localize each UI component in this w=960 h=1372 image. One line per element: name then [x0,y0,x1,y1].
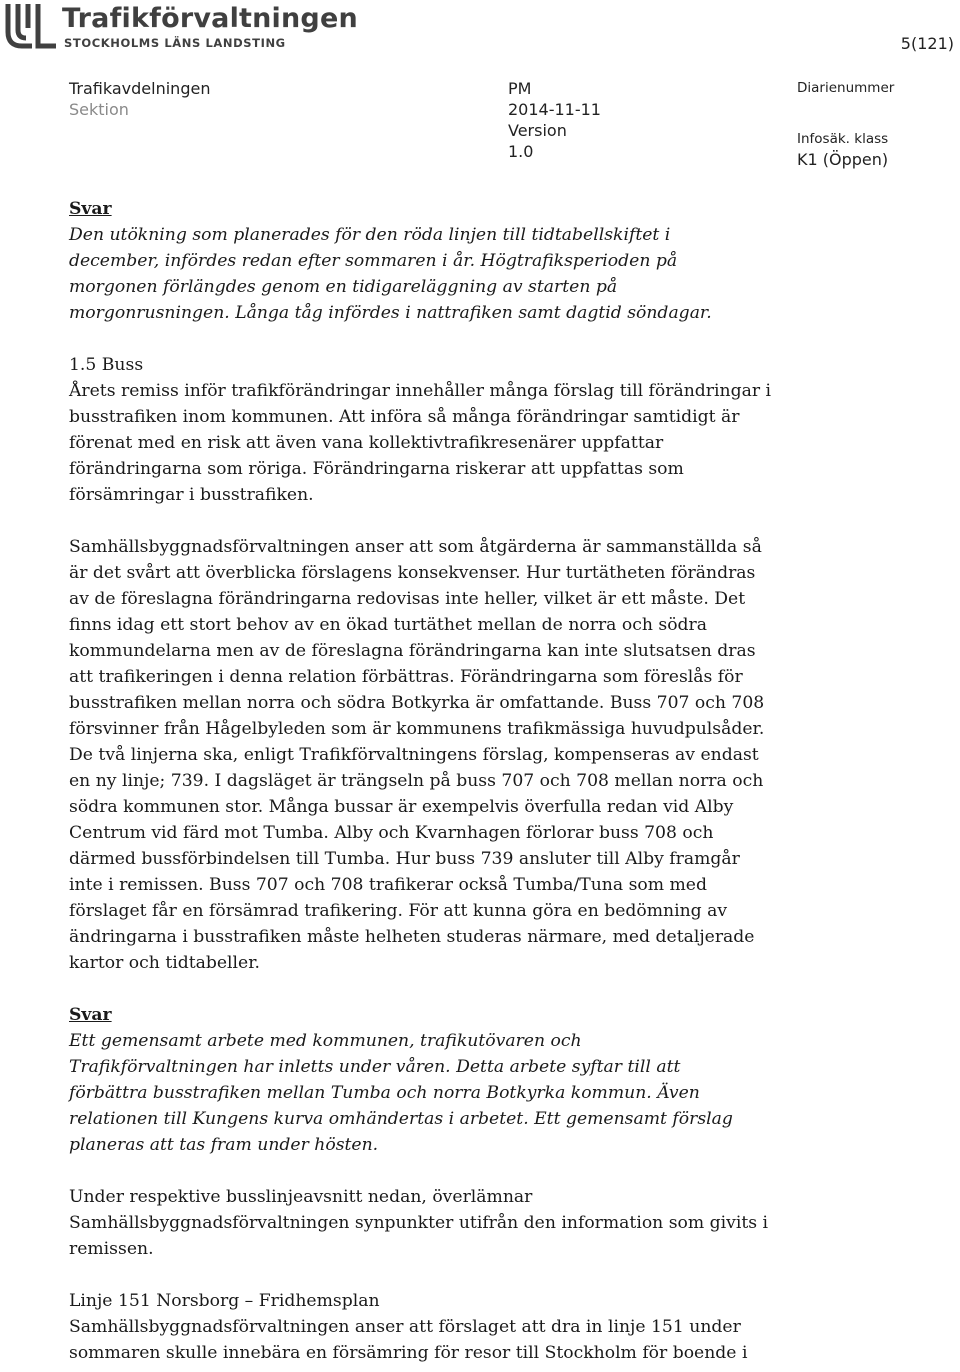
text-line: en ny linje; 739. I dagsläget är trängseln på buss 707 och 708 mellan norra och [69,771,764,791]
text-line: busstrafiken mellan norra och södra Botkyrka är omfattande. Buss 707 och 708 [69,693,765,713]
department: Trafikavdelningen [69,79,211,98]
text-line: därmed bussförbindelsen till Tumba. Hur buss 739 ansluter till Alby framgår [69,849,740,869]
version-value: 1.0 [508,142,534,161]
org-name: Trafikförvaltningen [62,3,358,34]
text-line: Samhällsbyggnadsförvaltningen anser att som åtgärderna är sammanställda så [69,537,762,557]
document-body [69,196,809,1366]
org-subtitle: STOCKHOLMS LÄNS LANDSTING [64,36,286,50]
linje-heading: Linje 151 Norsborg – Fridhemsplan [69,1291,380,1311]
text-line: Årets remiss inför trafikförändringar innehåller många förslag till förändringar i [69,381,772,401]
text-line: är det svårt att överblicka förslagens konsekvenser. Hur turtätheten förändras [69,563,756,583]
text-line: av de föreslagna förändringarna redovisas inte heller, vilket är ett måste. Det [69,589,746,609]
text-line: försämringar i busstrafiken. [69,485,314,505]
section: Sektion [69,100,129,119]
text-line: södra kommunen stor. Många bussar är exempelvis överfulla redan vid Alby [69,797,734,817]
text-line: Centrum vid färd mot Tumba. Alby och Kvarnhagen förlorar buss 708 och [69,823,714,843]
text-line: inte i remissen. Buss 707 och 708 trafikerar också Tumba/Tuna som med [69,875,707,895]
text-line: kartor och tidtabeller. [69,953,261,973]
text-line: försvinner från Hågelbyleden som är kommunens trafikmässiga huvudpulsåder. [69,719,765,739]
text-line: planeras att tas fram under hösten. [69,1135,379,1155]
organization-logo [0,0,358,52]
text-line: att trafikeringen i denna relation förbättras. Förändringarna som föreslås för [69,667,743,687]
infosak-label: Infosäk. klass [797,131,889,147]
text-line: morgonen förlängdes genom en tidigareläggning av starten på [69,277,618,297]
doc-date: 2014-11-11 [508,100,601,119]
text-line: relationen till Kungens kurva omhändertas i arbetet. Ett gemensamt förslag [69,1109,733,1129]
text-line: Den utökning som planerades för den röda linjen till tidtabellskiftet i [69,225,671,245]
text-line: Samhällsbyggnadsförvaltningen synpunkter utifrån den information som givits i [69,1213,769,1233]
doc-type: PM [508,79,532,98]
text-line: förbättra busstrafiken mellan Tumba och norra Botkyrka kommun. Även [69,1083,700,1103]
text-line: finns idag ett stort behov av en ökad turtäthet mellan de norra och södra [69,615,708,635]
text-line: kommundelarna men av de föreslagna förändringarna kan inte slutsatsen dras [69,641,756,661]
sl-logo-icon [2,2,58,50]
text-line: Under respektive busslinjeavsnitt nedan, överlämnar [69,1187,533,1207]
text-line: sommaren skulle innebära en försämring för resor till Stockholm för boende i [69,1343,748,1363]
text-line: remissen. [69,1239,154,1259]
text-line: förenat med en risk att även vana kollektivtrafikresenärer uppfattar [69,433,664,453]
text-line: ändringarna i busstrafiken måste helheten studeras närmare, med detaljerade [69,927,755,947]
svar-heading: Svar [69,199,112,219]
diarienummer-label: Diarienummer [797,80,895,96]
version-label: Version [508,121,567,140]
svar-heading: Svar [69,1005,112,1025]
infosak-value: K1 (Öppen) [797,150,889,169]
text-line: Ett gemensamt arbete med kommunen, trafikutövaren och [69,1031,582,1051]
text-line: Trafikförvaltningen har inletts under våren. Detta arbete syftar till att [69,1057,681,1077]
text-line: förslaget får en försämrad trafikering. För att kunna göra en bedömning av [69,901,728,921]
text-line: busstrafiken inom kommunen. Att införa så många förändringar samtidigt är [69,407,740,427]
page-number: 5(121) [900,34,954,53]
text-line: morgonrusningen. Långa tåg infördes i nattrafiken samt dagtid söndagar. [69,303,712,323]
text-line: Samhällsbyggnadsförvaltningen anser att förslaget att dra in linje 151 under [69,1317,741,1337]
text-line: De två linjerna ska, enligt Trafikförvaltningens förslag, kompenseras av endast [69,745,759,765]
text-line: förändringarna som röriga. Förändringarna riskerar att uppfattas som [69,459,684,479]
section-heading: 1.5 Buss [69,355,144,375]
text-line: december, infördes redan efter sommaren i år. Högtrafiksperioden på [69,251,678,271]
